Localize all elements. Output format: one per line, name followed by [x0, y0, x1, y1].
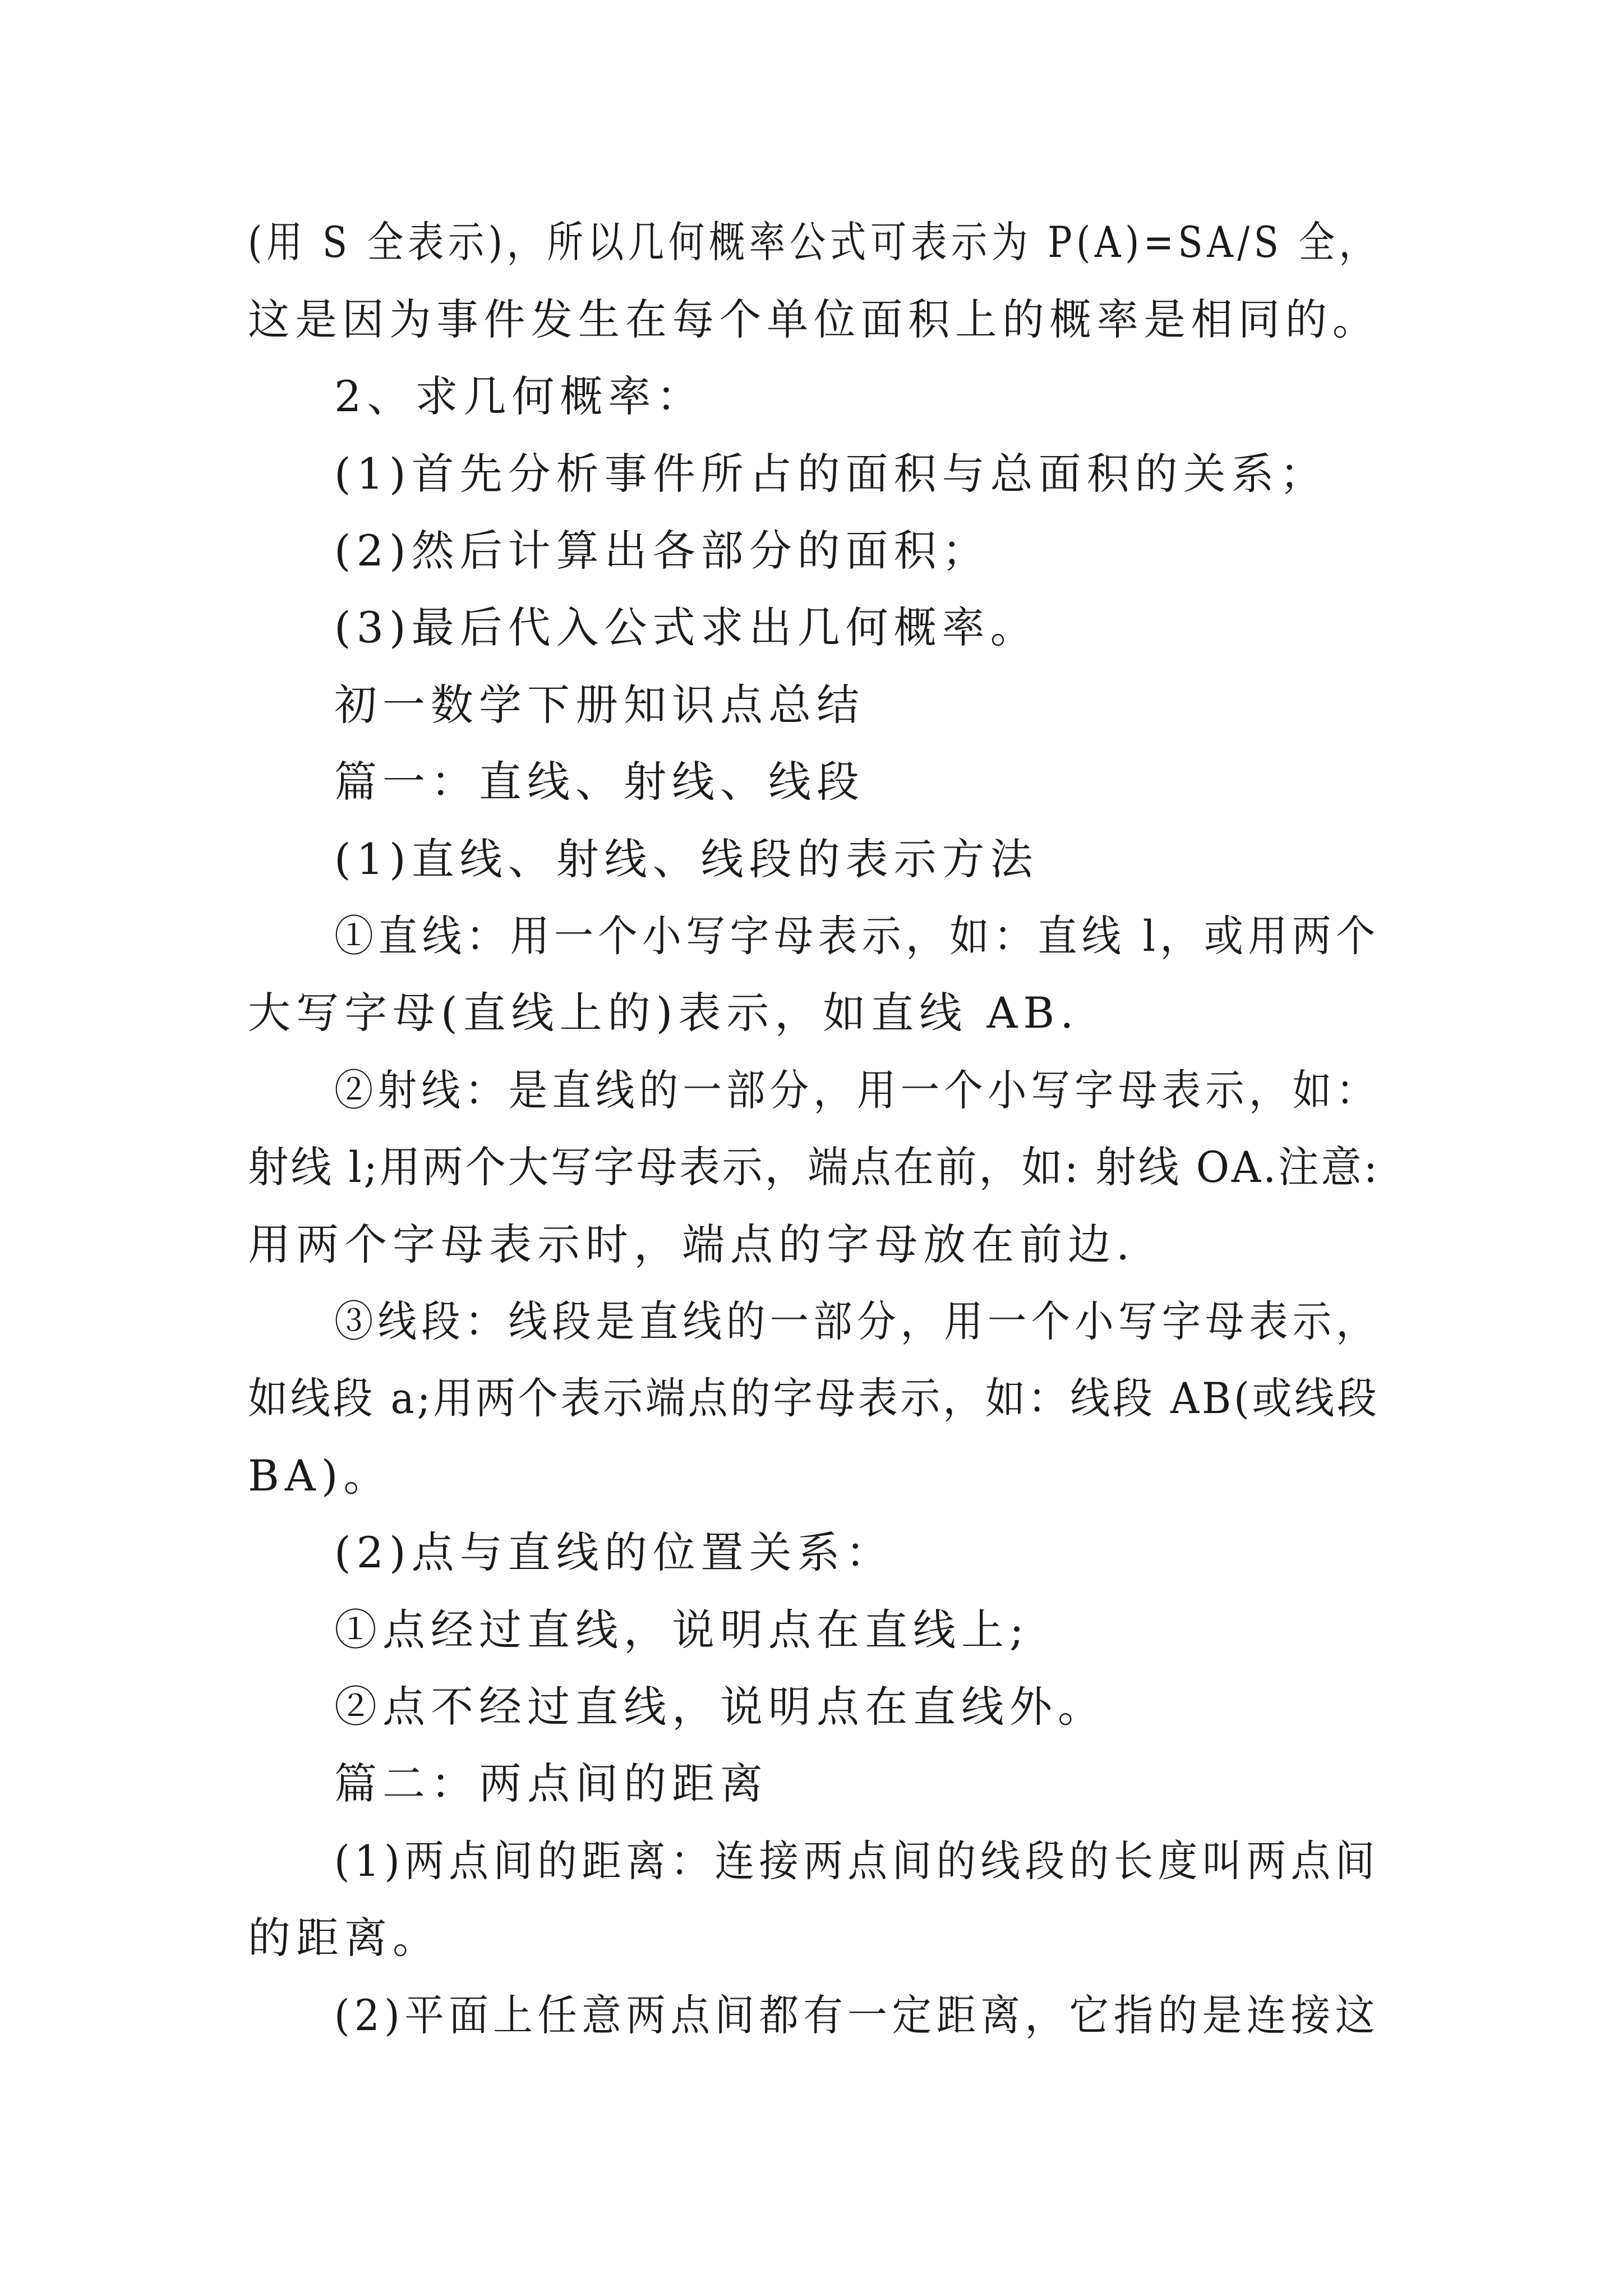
text-line: ②射线：是直线的一部分，用一个小写字母表示，如： — [334, 1065, 1380, 1115]
text-line: ①直线：用一个小写字母表示，如：直线 l，或用两个 — [334, 911, 1380, 961]
text-line: ②点不经过直线，说明点在直线外。 — [334, 1682, 1106, 1732]
text-line: 大写字母(直线上的)表示，如直线 AB. — [248, 988, 1080, 1038]
subsection-heading: 篇一：直线、射线、线段 — [334, 757, 865, 807]
subsection-heading: 篇二：两点间的距离 — [334, 1759, 768, 1809]
text-line: 用两个字母表示时，端点的字母放在前边. — [248, 1220, 1136, 1269]
text-line: 2、求几何概率： — [334, 371, 705, 421]
text-line: 射线 l;用两个大写字母表示，端点在前，如: 射线 OA.注意: — [248, 1142, 1380, 1192]
text-line: 如线段 a;用两个表示端点的字母表示，如：线段 AB(或线段 — [248, 1373, 1380, 1423]
text-line: (1)直线、射线、线段的表示方法 — [334, 834, 1039, 884]
text-line: BA)。 — [248, 1451, 392, 1501]
text-line: (2)然后计算出各部分的面积； — [334, 526, 990, 576]
text-line: (1)首先分析事件所占的面积与总面积的关系； — [334, 449, 1328, 499]
text-line: ①点经过直线，说明点在直线上; — [334, 1605, 1030, 1655]
text-line: 这是因为事件发生在每个单位面积上的概率是相同的。 — [248, 295, 1380, 344]
text-line: (用 S 全表示)，所以几何概率公式可表示为 P(A)=SA/S 全， — [248, 217, 1380, 267]
text-line: 的距离。 — [248, 1913, 441, 1963]
text-line: (2)点与直线的位置关系： — [334, 1527, 894, 1577]
text-line: (3)最后代入公式求出几何概率。 — [334, 602, 1039, 652]
section-heading: 初一数学下册知识点总结 — [334, 680, 865, 730]
text-line: ③线段：线段是直线的一部分，用一个小写字母表示， — [334, 1296, 1380, 1346]
text-line: (2)平面上任意两点间都有一定距离，它指的是连接这 — [334, 1990, 1380, 2040]
text-line: (1)两点间的距离：连接两点间的线段的长度叫两点间 — [334, 1836, 1380, 1886]
